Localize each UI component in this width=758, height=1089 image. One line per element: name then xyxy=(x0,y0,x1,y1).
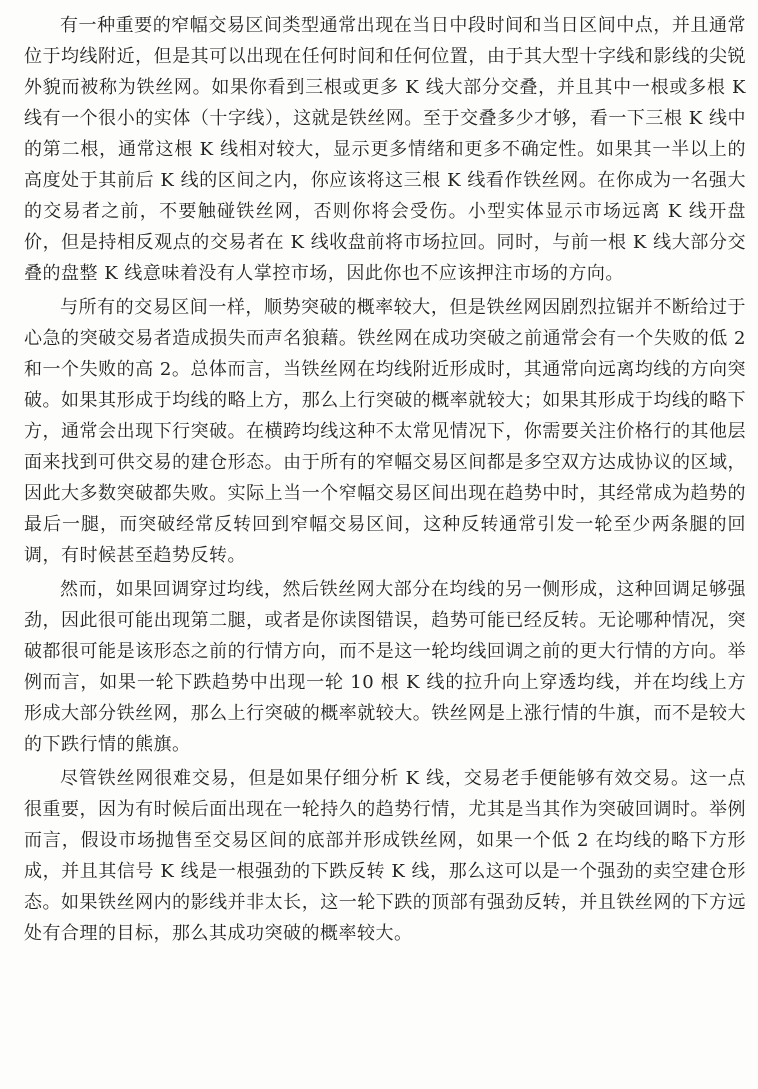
paragraph-3: 然而，如果回调穿过均线，然后铁丝网大部分在均线的另一侧形成，这种回调足够强劲，因此很可能出现第二腿，或者是你读图错误，趋势可能已经反转。无论哪种情况，突破都很可能是该形态之前的行情方向，而不是这一轮均线回调之前的更大行情的方向。举例而言，如果一轮下跌趋势中出现一轮 10 根 K 线的拉升向上穿透均线，并在均线上方形成大部分铁丝网，那么上行突破的概率就较大。铁丝网是上涨行情的牛旗，而不是较大的下跌行情的熊旗。 xyxy=(24,579,746,755)
paragraph-2: 与所有的交易区间一样，顺势突破的概率较大，但是铁丝网因剧烈拉锯并不断给过于心急的突破交易者造成损失而声名狼藉。铁丝网在成功突破之前通常会有一个失败的低 2 和一个失败的高 2。总体而言，当铁丝网在均线附近形成时，其通常向远离均线的方向突破。如果其形成于均线的略上方，那么上行突破的概率就较大；如果其形成于均线的略下方，通常会出现下行突破。在横跨均线这种不太常见情况下，你需要关注价格行的其他层面来找到可供交易的建仓形态。由于所有的窄幅交易区间都是多空双方达成协议的区域，因此大多数突破都失败。实际上当一个窄幅交易区间出现在趋势中时，其经常成为趋势的最后一腿，而突破经常反转回到窄幅交易区间，这种反转通常引发一轮至少两条腿的回调，有时候甚至趋势反转。 xyxy=(24,297,746,566)
paragraph-1: 有一种重要的窄幅交易区间类型通常出现在当日中段时间和当日区间中点，并且通常位于均线附近，但是其可以出现在任何时间和任何位置，由于其大型十字线和影线的尖锐外貌而被称为铁丝网。如果你看到三根或更多 K 线大部分交叠，并且其中一根或多根 K 线有一个很小的实体（十字线），这就是铁丝网。至于交叠多少才够，看一下三根 K 线中的第二根，通常这根 K 线相对较大，显示更多情绪和更多不确定性。如果其一半以上的高度处于其前后 K 线的区间之内，你应该将这三根 K 线看作铁丝网。在你成为一名强大的交易者之前，不要触碰铁丝网，否则你将会受伤。小型实体显示市场远离 K 线开盘价，但是持相反观点的交易者在 K 线收盘前将市场拉回。同时，与前一根 K 线大部分交叠的盘整 K 线意味着没有人掌控市场，因此你也不应该押注市场的方向。 xyxy=(24,15,746,284)
paragraph-4: 尽管铁丝网很难交易，但是如果仔细分析 K 线，交易老手便能够有效交易。这一点很重要，因为有时候后面出现在一轮持久的趋势行情，尤其是当其作为突破回调时。举例而言，假设市场抛售至交易区间的底部并形成铁丝网，如果一个低 2 在均线的略下方形成，并且其信号 K 线是一根强劲的下跌反转 K 线，那么这可以是一个强劲的卖空建仓形态。如果铁丝网内的影线并非太长，这一轮下跌的顶部有强劲反转，并且铁丝网的下方远处有合理的目标，那么其成功突破的概率较大。 xyxy=(24,768,746,944)
